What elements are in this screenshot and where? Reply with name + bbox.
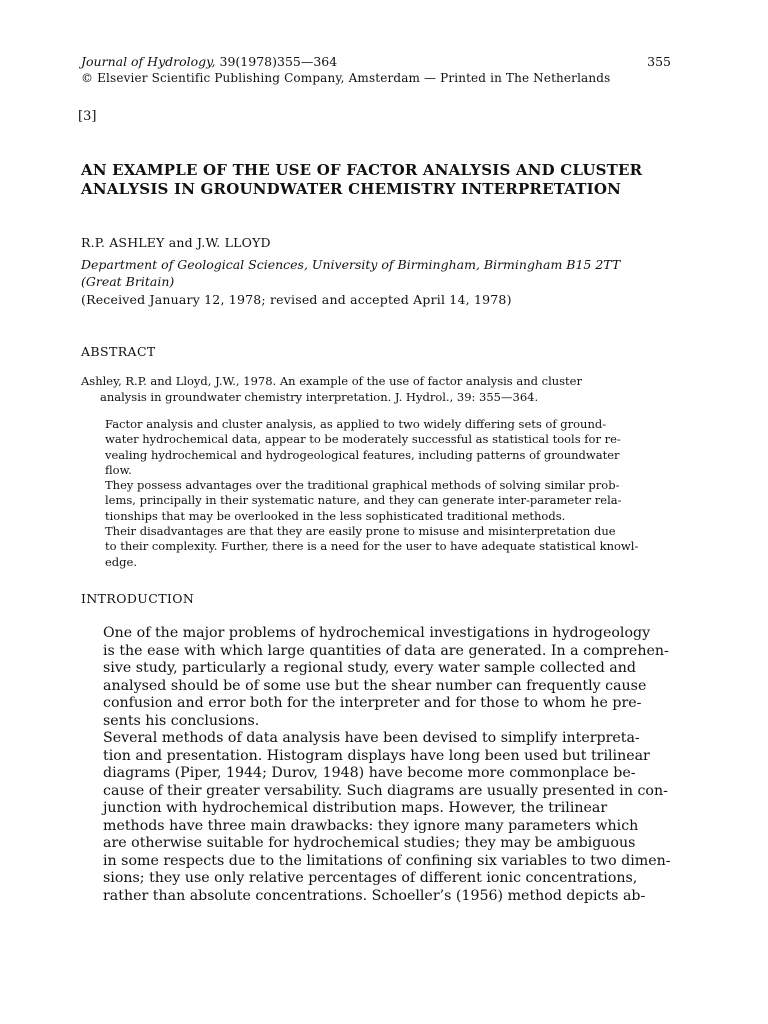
paper-title xyxy=(81,161,681,199)
text-line: is the ease with which large quantities of data are generated. In a comprehen- xyxy=(103,642,669,659)
text-line: edge. xyxy=(105,554,137,569)
abstract-paragraph xyxy=(81,524,671,570)
text-line: vealing hydrochemical and hydrogeological features, including patterns of groundwater xyxy=(105,447,620,462)
affiliation xyxy=(81,256,681,290)
volume-info: 39(1978)355—364 xyxy=(219,54,338,69)
text-line: in some respects due to the limitations of confining six variables to two dimen- xyxy=(103,852,671,869)
text-line: tion and presentation. Histogram displays have long been used but trilinear xyxy=(103,747,650,764)
introduction-body xyxy=(81,625,686,905)
affiliation-line: (Great Britain) xyxy=(81,274,175,289)
text-line: lems, principally in their systematic nature, and they can generate inter-parameter rela- xyxy=(105,493,622,508)
citation-line: Ashley, R.P. and Lloyd, J.W., 1978. An example of the use of factor analysis and cluster xyxy=(81,374,582,388)
text-line: methods have three main drawbacks: they ignore many parameters which xyxy=(103,817,639,834)
text-line: diagrams (Piper, 1944; Durov, 1948) have become more commonplace be- xyxy=(103,765,636,781)
text-line: are otherwise suitable for hydrochemical studies; they may be ambiguous xyxy=(103,835,636,851)
introduction-paragraph xyxy=(81,625,686,730)
abstract-heading: ABSTRACT xyxy=(81,344,156,359)
abstract-paragraph xyxy=(81,417,671,478)
title-line: ANALYSIS IN GROUNDWATER CHEMISTRY INTERPRETATION xyxy=(81,180,622,198)
abstract-citation xyxy=(81,373,671,405)
publisher-line: © Elsevier Scientific Publishing Company, Amsterdam — Printed in The Netherlands xyxy=(81,71,611,85)
text-line: confusion and error both for the interpreter and for those to whom he pre- xyxy=(103,695,642,711)
text-line: sions; they use only relative percentages of different ionic concentrations, xyxy=(103,870,638,886)
text-line: analysed should be of some use but the shear number can frequently cause xyxy=(103,677,647,694)
abstract-body xyxy=(81,417,671,570)
introduction-paragraph xyxy=(81,730,686,905)
text-line: One of the major problems of hydrochemical investigations in hydrogeology xyxy=(103,625,651,641)
text-line: sents his conclusions. xyxy=(103,712,260,729)
received-dates: (Received January 12, 1978; revised and accepted April 14, 1978) xyxy=(81,292,512,307)
reference-number: [3] xyxy=(78,109,97,124)
introduction-heading: INTRODUCTION xyxy=(81,591,195,606)
journal-citation-header xyxy=(81,54,671,70)
journal-name: Journal of Hydrology, xyxy=(81,54,216,69)
text-line: sive study, particularly a regional study, every water sample collected and xyxy=(103,660,636,676)
text-line: flow. xyxy=(105,462,132,477)
text-line: water hydrochemical data, appear to be moderately successful as statistical tools for re- xyxy=(105,432,621,447)
text-line: Several methods of data analysis have been devised to simplify interpreta- xyxy=(103,730,640,746)
authors: R.P. ASHLEY and J.W. LLOYD xyxy=(81,235,271,250)
text-line: cause of their greater versability. Such diagrams are usually presented in con- xyxy=(103,782,668,799)
text-line: Their disadvantages are that they are easily prone to misuse and misinterpretation due xyxy=(105,524,616,539)
page-number: 355 xyxy=(647,54,671,69)
affiliation-line: Department of Geological Sciences, University of Birmingham, Birmingham B15 2TT xyxy=(81,257,621,272)
text-line: to their complexity. Further, there is a need for the user to have adequate statistical knowl- xyxy=(105,539,639,554)
text-line: They possess advantages over the traditional graphical methods of solving similar prob- xyxy=(105,478,620,493)
citation-line: analysis in groundwater chemistry interpretation. J. Hydrol., 39: 355—364. xyxy=(100,390,539,404)
title-line: AN EXAMPLE OF THE USE OF FACTOR ANALYSIS AND CLUSTER xyxy=(81,161,643,179)
text-line: tionships that may be overlooked in the less sophisticated traditional methods. xyxy=(105,508,566,523)
text-line: Factor analysis and cluster analysis, as applied to two widely differing sets of ground- xyxy=(105,417,607,431)
abstract-paragraph xyxy=(81,478,671,524)
text-line: rather than absolute concentrations. Schoeller’s (1956) method depicts ab- xyxy=(103,887,646,904)
text-line: junction with hydrochemical distribution maps. However, the trilinear xyxy=(103,800,608,816)
